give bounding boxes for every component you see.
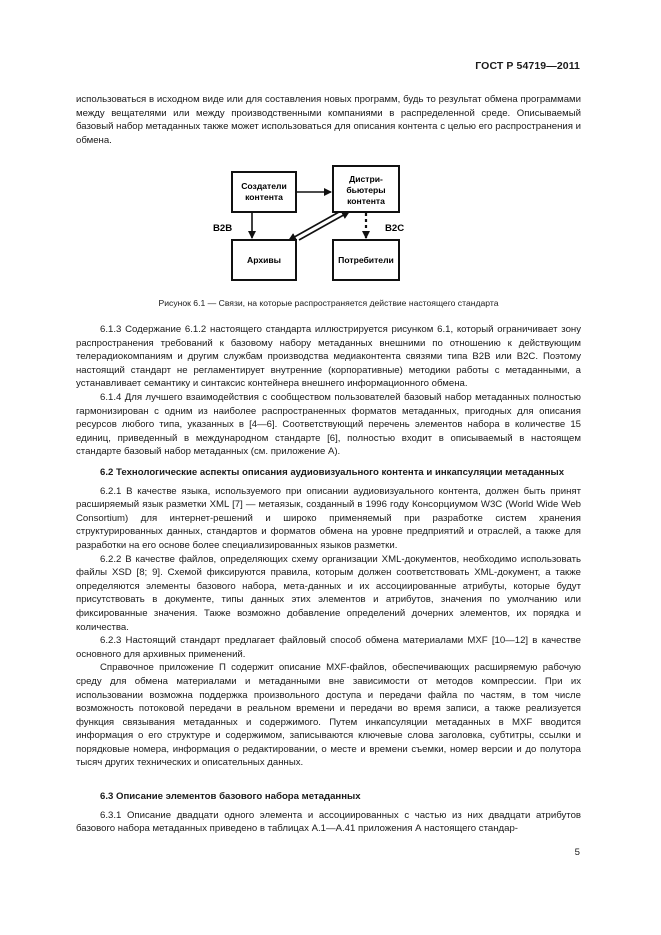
section-6-2 [76,466,581,770]
arrow-distributors-to-archives [289,212,339,240]
section-6-3 [76,790,581,836]
paragraph-6-2-2: 6.2.2 В качестве файлов, определяющих схему организации XML-документов, необходимо использовать файлы XSD [8; 9]. Схемой фиксируются правила, которым должен соответствовать XML-документ, а также определяются элементы базового набора, мета-данных и их ассоциированные атрибуты, которые будут присутствовать в документе, типы данных этих элементов и атрибутов, значения по умолчанию или фиксированные значения. Также возможно добавление определений дочерних элементов, их порядка и количества. [76,553,581,633]
intro-text: использоваться в исходном виде или для составления новых программ, будь то результат обмена программами между вещателями или между производственными компаниями в распределенной среде. Описываемый базовый набор метаданных также может использоваться для описания контента с целью его распространения и обмена. [76,94,581,146]
creators-label-2: контента [245,192,283,202]
distributors-label-2: бьютеры [346,185,386,195]
section-6-1-continuation [76,323,581,459]
paragraph-6-3-1: 6.3.1 Описание двадцати одного элемента и ассоциированных с частью из них двадцати атрибутов базового набора метаданных приведено в таблицах А.1—А.41 приложения А настоящего стандар- [76,809,581,835]
paragraph-6-1-3: 6.1.3 Содержание 6.1.2 настоящего стандарта иллюстрируется рисунком 6.1, который ограничивает зону распространения требований к базовому набору метаданных внешними по отношению к действующим телерадиокомпаниям и другим службам производства медиаконтента связями типа B2B или B2C. Поэтому настоящий стандарт не регламентирует внутренние (корпоративные) методики работы с метаданными, а устанавливает семантику и синтаксис контейнера внешнего информационного обмена. [76,324,581,390]
figure-caption: Рисунок 6.1 — Связи, на которые распространяется действие настоящего стандарта [158,298,499,308]
paragraph-6-2-3: 6.2.3 Настоящий стандарт предлагает файловый способ обмена материалами MXF [10—12] в качестве основного для архивных применений. [76,635,581,660]
distributors-label-3: контента [347,196,385,206]
arrow-archives-to-distributors [299,212,349,240]
consumers-label: Потребители [338,255,394,265]
paragraph-6-2-1: 6.2.1 В качестве языка, используемого при описании аудиовизуального контента, должен быть принят расширяемый язык разметки XML [7] — метаязык, созданный в 1996 году Консорциумом W3C (World Wide Web Consortium) для интернет-решений и широко применяемый при разработке систем хранения структурированных данных, стандартов и форматов обмена на уровне предприятий и отраслей, а также для разработки на его основе более специализированных языков разметки. [76,485,581,551]
page-number: 5 [574,847,580,858]
b2b-label: B2B [213,223,233,234]
creators-label-1: Создатели [241,181,287,191]
heading-6-2: 6.2 Технологические аспекты описания аудиовизуального контента и инкапсуляции метаданных [100,467,565,478]
distributors-label-1: Дистри- [349,174,383,184]
b2c-label: B2C [385,223,405,234]
standard-designation: ГОСТ Р 54719—2011 [475,60,580,72]
archives-label: Архивы [246,255,282,265]
paragraph-mxf-annex: Справочное приложение П содержит описание MXF-файлов, обеспечивающих расширяемую рабочую среду для обмена материалами и метаданными вне зависимости от методов компрессии. При их использовании возможна поддержка произвольного доступа и передачи файла по частям, в том числе возможность потоковой передачи в реальном времени и передачи во время записи, а также реализуется функция связывания метаданных и содержимого. Путем инкапсуляции метаданных в MXF вводится информация о его структуре и содержимом, записываются ключевые слова заголовка, субтитры, ссылки и порядковые номера, информация о редактировании, о месте и времени съемки, номер версии и до полутора тысяч других технических и описательных данных. [76,662,581,769]
heading-6-3: 6.3 Описание элементов базового набора метаданных [100,791,361,802]
paragraph-6-1-4: 6.1.4 Для лучшего взаимодействия с сообществом пользователей базовый набор метаданных полностью гармонизирован с одним из наиболее распространенных форматов метаданных, пригодных для описания ресурсов любого типа, указанных в [4—6]. Соответствующий перечень элементов набора в количестве 15 единиц, приведенный в международном стандарте [6], полностью входит в описываемый в настоящем стандарте базовый набор метаданных (см. приложение А). [76,391,581,458]
